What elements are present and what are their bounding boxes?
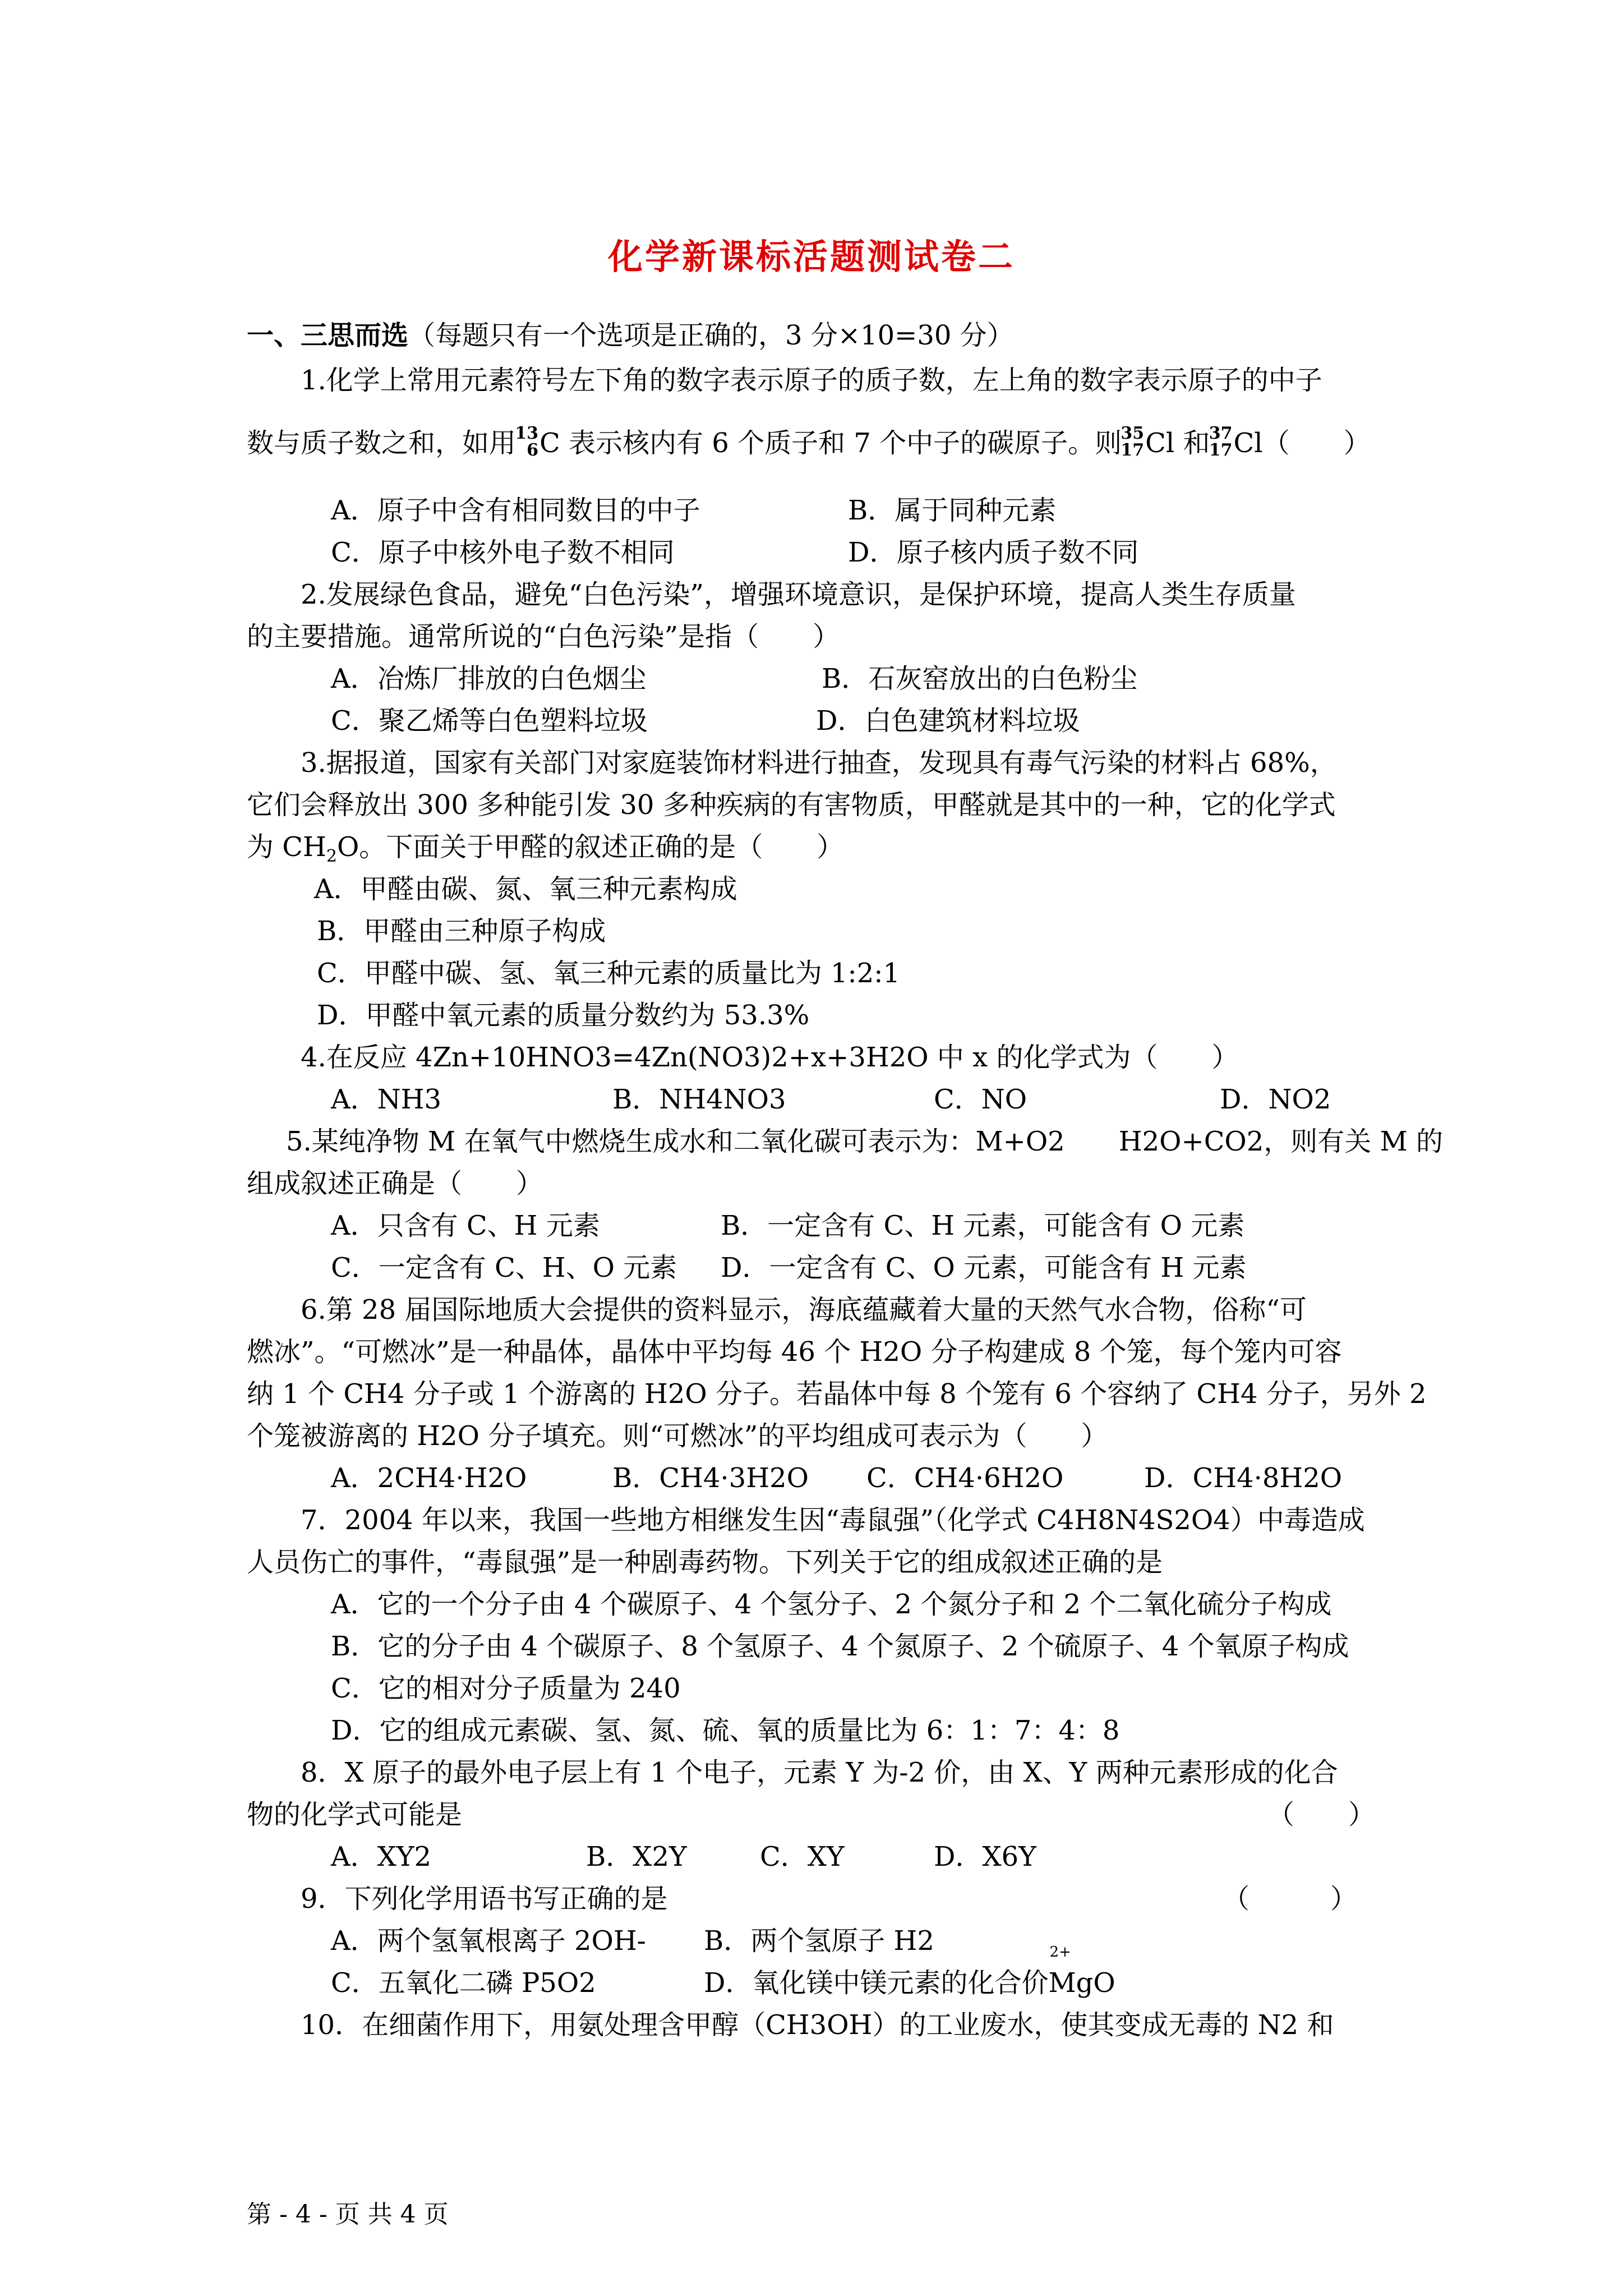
- q4-stem-line1: 4.在反应 4Zn+10HNO3=4Zn(NO3)2+x+3H2O 中 x 的化学式为（ ）: [301, 1042, 1239, 1073]
- isotope-cl35: 35 17: [1121, 424, 1145, 460]
- q3-option-d: D．甲醛中氧元素的质量分数约为 53.3%: [317, 1000, 810, 1031]
- q5-option-b: B．一定含有 C、H 元素，可能含有 O 元素: [721, 1210, 1245, 1241]
- isotope-cl37: 37 17: [1209, 424, 1233, 460]
- page-title: 化学新课标活题测试卷二: [607, 236, 1015, 277]
- section-heading-line: [247, 319, 1014, 352]
- q9-option-a: A．两个氢氧根离子 2OH-: [331, 1925, 646, 1957]
- q7-option-c: C．它的相对分子质量为 240: [331, 1673, 681, 1704]
- q4-option-a: A．NH3: [331, 1084, 442, 1115]
- q3-option-b: B．甲醛由三种原子构成: [317, 915, 606, 947]
- q1-stem-line1: 1.化学上常用元素符号左下角的数字表示原子的质子数，左上角的数字表示原子的中子: [301, 365, 1322, 396]
- section-note: （每题只有一个选项是正确的，3 分×10=30 分）: [408, 320, 1014, 351]
- q2-stem-line1: 2.发展绿色食品，避免“白色污染”，增强环境意识，是保护环境，提高人类生存质量: [301, 579, 1296, 610]
- q1-option-d: D．原子核内质子数不同: [848, 537, 1139, 568]
- q8-option-a: A．XY2: [331, 1841, 432, 1872]
- page-footer: 第 - 4 - 页 共 4 页: [247, 2200, 449, 2229]
- q8-option-d: D．X6Y: [934, 1841, 1036, 1872]
- q6-option-c: C．CH4·6H2O: [866, 1462, 1064, 1494]
- q2-option-a: A．冶炼厂排放的白色烟尘: [331, 663, 647, 694]
- q6-stem-line2: 燃冰”。“可燃冰”是一种晶体，晶体中平均每 46 个 H2O 分子构建成 8 个笼，每个笼内可容: [247, 1336, 1342, 1368]
- q5-option-a: A．只含有 C、H 元素: [331, 1210, 600, 1241]
- q8-stem-line2: 物的化学式可能是: [247, 1799, 463, 1830]
- q5-stem-line1: 5.某纯净物 M 在氧气中燃烧生成水和二氧化碳可表示为：M+O2 H2O+CO2，则有关 M 的: [286, 1126, 1443, 1157]
- q7-stem-line2: 人员伤亡的事件，“毒鼠强”是一种剧毒药物。下列关于它的组成叙述正确的是: [247, 1547, 1163, 1578]
- q9-stem-line1: 9．下列化学用语书写正确的是: [301, 1883, 668, 1915]
- q2-option-c: C．聚乙烯等白色塑料垃圾: [331, 705, 648, 737]
- q1-option-a: A．原子中含有相同数目的中子: [331, 495, 700, 526]
- q7-option-a: A．它的一个分子由 4 个碳原子、4 个氢分子、2 个氮分子和 2 个二氧化硫分子构成: [331, 1589, 1332, 1620]
- q5-option-c: C．一定含有 C、H、O 元素: [331, 1252, 677, 1283]
- q7-option-d: D．它的组成元素碳、氢、氮、硫、氧的质量比为 6：1：7：4：8: [331, 1715, 1120, 1746]
- q8-answer-paren: （ ）: [1267, 1799, 1376, 1830]
- q1-option-b: B．属于同种元素: [848, 495, 1057, 526]
- q7-option-b: B．它的分子由 4 个碳原子、8 个氢原子、4 个氮原子、2 个硫原子、4 个氧原子构成: [331, 1631, 1349, 1662]
- q8-option-b: B．X2Y: [586, 1841, 687, 1872]
- q3-stem-line2: 它们会释放出 300 多种能引发 30 多种疾病的有害物质，甲醛就是其中的一种，它的化学式: [247, 789, 1336, 821]
- isotope-c13: 13 6: [515, 424, 539, 460]
- q5-option-d: D．一定含有 C、O 元素，可能含有 H 元素: [721, 1252, 1247, 1283]
- q6-option-b: B．CH4·3H2O: [612, 1462, 809, 1494]
- valence-mark: 2+: [1049, 1944, 1071, 1961]
- q1-option-c: C．原子中核外电子数不相同: [331, 537, 675, 568]
- section-heading: 一、三思而选: [247, 320, 409, 351]
- q2-stem-line2: 的主要措施。通常所说的“白色污染”是指（ ）: [247, 621, 840, 652]
- q4-option-b: B．NH4NO3: [612, 1084, 786, 1115]
- q9-answer-paren: （ ）: [1223, 1883, 1358, 1915]
- q8-stem-line1: 8．X 原子的最外电子层上有 1 个电子，元素 Y 为-2 价，由 X、Y 两种元素形成的化合: [301, 1757, 1338, 1788]
- q6-option-d: D．CH4·8H2O: [1144, 1462, 1343, 1494]
- q3-stem-line1: 3.据报道，国家有关部门对家庭装饰材料进行抽查，发现具有毒气污染的材料占 68%，: [301, 747, 1337, 779]
- q1-stem-line2: 数与质子数之和，如用 13 6 C 表示核内有 6 个质子和 7 个中子的碳原子。则 35 17 Cl 和 37 17 Cl（ ）: [247, 424, 1371, 460]
- q3-option-c: C．甲醛中碳、氢、氧三种元素的质量比为 1:2:1: [317, 958, 900, 989]
- q6-option-a: A．2CH4·H2O: [331, 1462, 527, 1494]
- q9-option-b: B．两个氢原子 H2: [704, 1925, 934, 1957]
- q9-option-d: D．氧化镁中镁元素的化合价 2+ MgO: [704, 1944, 1115, 1999]
- q10-stem-line1: 10．在细菌作用下，用氨处理含甲醇（CH3OH）的工业废水，使其变成无毒的 N2 和: [301, 2009, 1334, 2041]
- q4-option-c: C．NO: [934, 1084, 1027, 1115]
- q9-option-c: C．五氧化二磷 P5O2: [331, 1967, 596, 1999]
- q4-option-d: D．NO2: [1220, 1084, 1331, 1115]
- q6-stem-line1: 6.第 28 届国际地质大会提供的资料显示，海底蕴藏着大量的天然气水合物，俗称“可: [301, 1294, 1307, 1326]
- q3-option-a: A．甲醛由碳、氮、氧三种元素构成: [314, 873, 737, 905]
- q6-stem-line3: 纳 1 个 CH4 分子或 1 个游离的 H2O 分子。若晶体中每 8 个笼有 6 个容纳了 CH4 分子，另外 2: [247, 1378, 1427, 1410]
- q5-stem-line2: 组成叙述正确是（ ）: [247, 1168, 543, 1199]
- q2-option-b: B．石灰窑放出的白色粉尘: [822, 663, 1138, 694]
- q7-stem-line1: 7．2004 年以来，我国一些地方相继发生因“毒鼠强”（化学式 C4H8N4S2O4）中毒造成: [301, 1504, 1365, 1536]
- q2-option-d: D．白色建筑材料垃圾: [816, 705, 1080, 737]
- q8-option-c: C．XY: [760, 1841, 845, 1872]
- q6-stem-line4: 个笼被游离的 H2O 分子填充。则“可燃冰”的平均组成可表示为（ ）: [247, 1420, 1108, 1452]
- q3-stem-line3: 为 $CH_2O$。下面关于甲醛的叙述正确的是（ ）: [247, 831, 844, 866]
